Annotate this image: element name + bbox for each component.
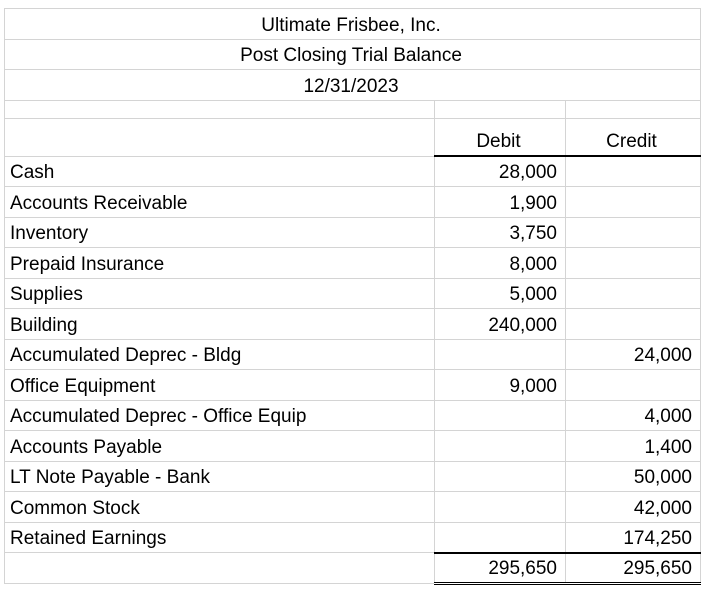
account-name: Building	[5, 309, 435, 340]
account-name: LT Note Payable - Bank	[5, 461, 435, 492]
account-name: Retained Earnings	[5, 522, 435, 553]
credit-amount: 42,000	[566, 492, 701, 523]
account-row	[5, 278, 701, 309]
credit-header: Credit	[566, 118, 701, 156]
debit-amount: 3,750	[435, 217, 566, 248]
trial-balance-table	[4, 8, 701, 585]
account-name: Accounts Payable	[5, 431, 435, 462]
debit-amount	[435, 431, 566, 462]
empty-cell	[435, 100, 566, 118]
account-name: Accumulated Deprec - Office Equip	[5, 400, 435, 431]
totals-row	[5, 553, 701, 584]
debit-amount: 240,000	[435, 309, 566, 340]
title-row-company	[5, 9, 701, 40]
report-title: Post Closing Trial Balance	[5, 39, 701, 70]
credit-amount: 174,250	[566, 522, 701, 553]
debit-amount: 28,000	[435, 156, 566, 187]
credit-amount	[566, 278, 701, 309]
column-header-row	[5, 118, 701, 156]
account-row	[5, 522, 701, 553]
credit-amount: 50,000	[566, 461, 701, 492]
title-row-report	[5, 39, 701, 70]
credit-amount: 4,000	[566, 400, 701, 431]
company-name: Ultimate Frisbee, Inc.	[5, 9, 701, 40]
empty-cell	[5, 100, 435, 118]
account-row	[5, 431, 701, 462]
total-debit: 295,650	[435, 553, 566, 584]
debit-amount	[435, 461, 566, 492]
title-row-date	[5, 70, 701, 101]
credit-amount	[566, 248, 701, 279]
account-name: Cash	[5, 156, 435, 187]
account-row	[5, 309, 701, 340]
account-name: Accumulated Deprec - Bldg	[5, 339, 435, 370]
trial-balance-sheet	[4, 8, 700, 585]
account-row	[5, 461, 701, 492]
credit-amount	[566, 217, 701, 248]
account-name: Supplies	[5, 278, 435, 309]
credit-amount	[566, 309, 701, 340]
credit-amount: 24,000	[566, 339, 701, 370]
credit-amount	[566, 370, 701, 401]
debit-amount	[435, 522, 566, 553]
account-name: Prepaid Insurance	[5, 248, 435, 279]
account-name: Office Equipment	[5, 370, 435, 401]
credit-amount	[566, 156, 701, 187]
account-row	[5, 187, 701, 218]
account-row	[5, 400, 701, 431]
account-name: Accounts Receivable	[5, 187, 435, 218]
account-row	[5, 248, 701, 279]
debit-amount: 9,000	[435, 370, 566, 401]
account-row	[5, 492, 701, 523]
debit-amount: 8,000	[435, 248, 566, 279]
empty-cell	[5, 553, 435, 584]
account-name: Inventory	[5, 217, 435, 248]
credit-amount: 1,400	[566, 431, 701, 462]
account-row	[5, 339, 701, 370]
account-row	[5, 370, 701, 401]
empty-cell	[566, 100, 701, 118]
report-date: 12/31/2023	[5, 70, 701, 101]
debit-amount	[435, 492, 566, 523]
credit-amount	[566, 187, 701, 218]
account-row	[5, 156, 701, 187]
debit-amount: 5,000	[435, 278, 566, 309]
total-credit: 295,650	[566, 553, 701, 584]
account-name: Common Stock	[5, 492, 435, 523]
spacer-row	[5, 100, 701, 118]
debit-amount: 1,900	[435, 187, 566, 218]
debit-header: Debit	[435, 118, 566, 156]
account-rows	[5, 156, 701, 553]
empty-cell	[5, 118, 435, 156]
account-row	[5, 217, 701, 248]
debit-amount	[435, 400, 566, 431]
debit-amount	[435, 339, 566, 370]
